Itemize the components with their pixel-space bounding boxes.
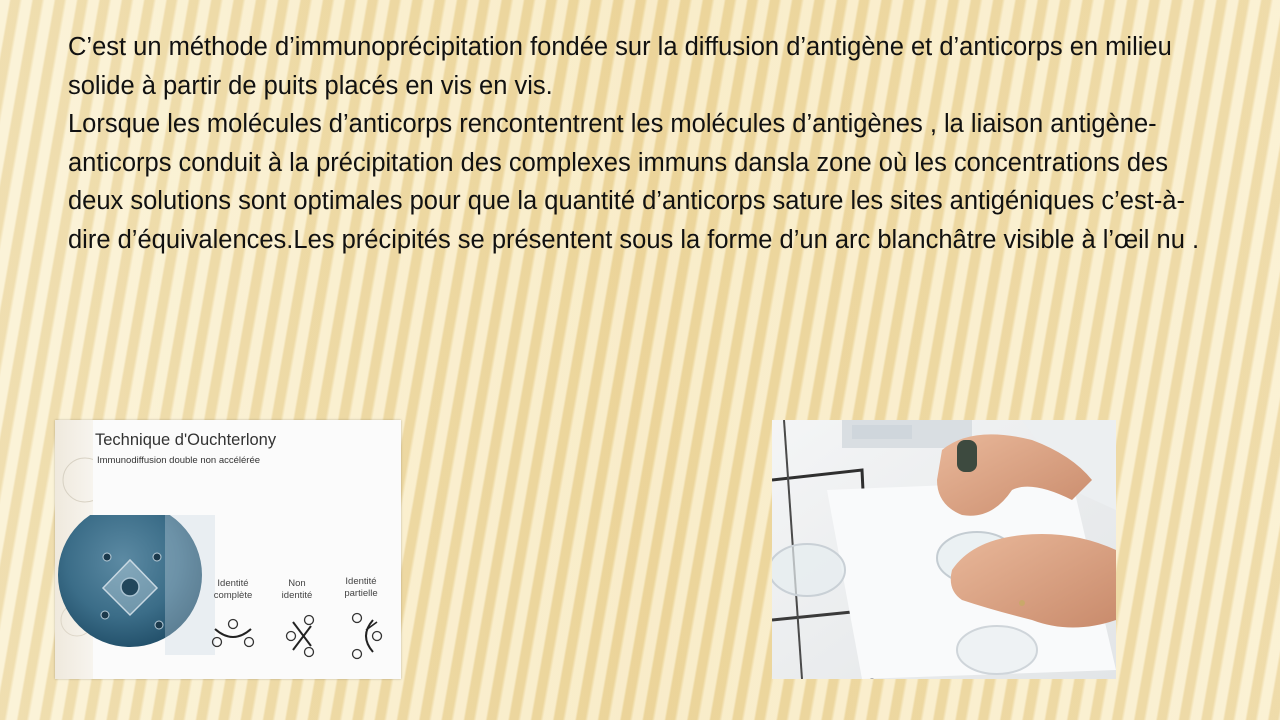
slide-body-text [68,28,1218,260]
legend-label-partial-identity: Identité partielle [344,576,378,599]
legend-label-complete-identity: Identité complète [213,578,253,601]
petri-dish-gel-icon [55,515,215,675]
lab-hands-petri-dish-photo-icon [772,420,1116,679]
complete-identity-pattern-icon [207,615,259,655]
ouchterlony-figure [55,420,401,679]
figure-subtitle: Immunodiffusion double non accélérée [97,455,261,466]
paragraph-mechanism: Lorsque les molécules d’anticorps rencontentrent les molécules d’antigènes , la liaison antigène-anticorps conduit à la précipitation des complexes immuns dansla zone où les concentrations des deux solutions sont optimales pour que la quantité d’anticorps sature les sites antigéniques c’est-à-dire d’équivalences.Les précipités se présentent sous la forme d’un arc blanchâtre visible à l’œil nu . [68,110,1200,254]
legend-label-non-identity: Non identité [281,578,313,601]
non-identity-pattern-icon [281,612,321,662]
partial-identity-pattern-icon [347,610,387,664]
figure-title: Technique d'Ouchterlony [95,431,277,449]
laboratory-photo [772,420,1116,679]
paragraph-definition: C’est un méthode d’immunoprécipitation fondée sur la diffusion d’antigène et d’anticorps en milieu solide à partir de puits placés en vis en vis. [68,33,1172,100]
